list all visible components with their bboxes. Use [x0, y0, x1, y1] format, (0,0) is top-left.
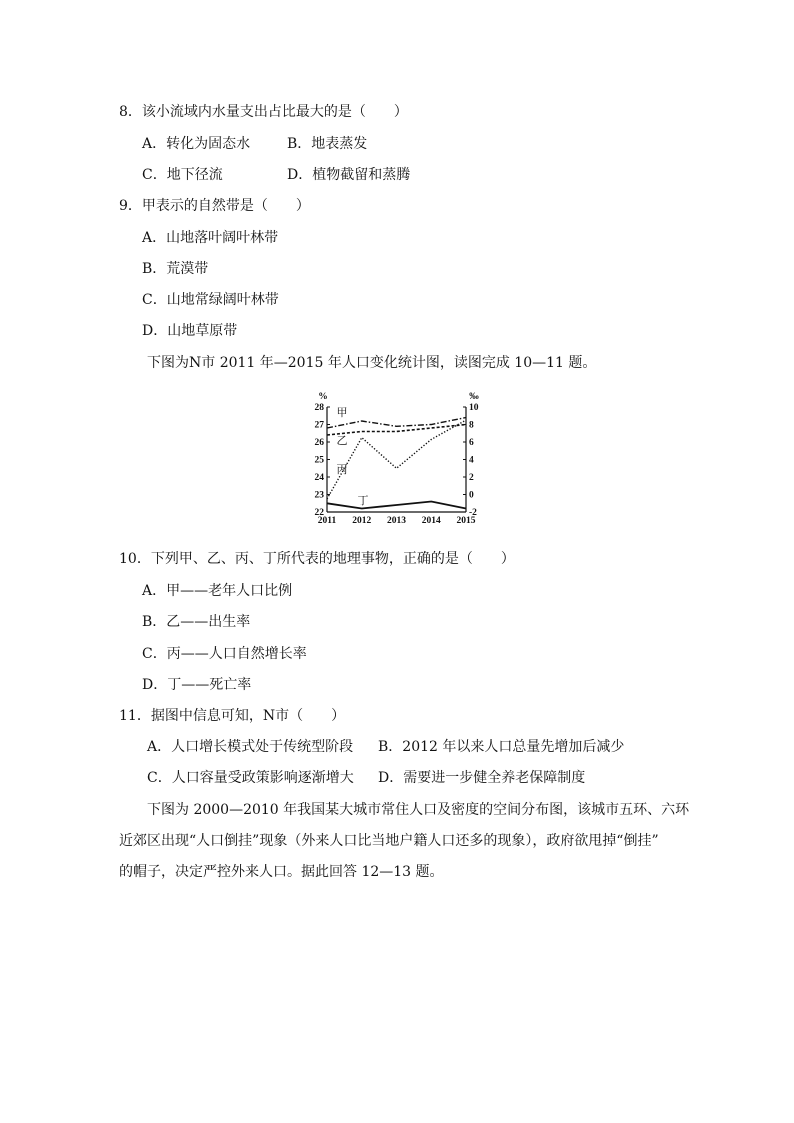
series-label-3: 丙 [336, 463, 348, 476]
right-tick-label: 8 [469, 420, 474, 431]
right-tick-label: 10 [469, 403, 479, 413]
left-tick-label: 22 [314, 508, 324, 518]
q8-option-a: A．转化为固态水 [142, 136, 251, 152]
left-tick-label: 23 [314, 490, 324, 501]
q10-option-c: C．丙——人口自然增长率 [142, 646, 307, 662]
q10-option-a: A．甲——老年人口比例 [142, 583, 293, 599]
series-line-4 [327, 502, 466, 509]
series-label-4: 丁 [357, 494, 369, 507]
q9-option-d: D．山地草原带 [142, 323, 238, 339]
series-label-2: 乙 [336, 434, 348, 447]
q8-stem: 8．该小流域内水量支出占比最大的是（ ） [119, 104, 408, 120]
right-tick-label: 2 [469, 473, 474, 483]
right-tick-label: 0 [469, 490, 474, 501]
right-tick-label: -2 [469, 508, 477, 518]
q11-option-b: B．2012 年以来人口总量先增加后减少 [378, 739, 625, 755]
series-line-1 [327, 418, 466, 429]
x-tick-label: 2015 [456, 516, 476, 526]
left-tick-label: 27 [314, 420, 324, 431]
q8-option-d: D．植物截留和蒸腾 [287, 167, 411, 183]
q11-stem: 11．据图中信息可知，N市（ ） [119, 708, 346, 724]
intro-paragraph-2-line-3: 的帽子，决定严控外来人口。据此回答 12—13 题。 [119, 864, 444, 880]
x-tick-label: 2012 [352, 516, 372, 526]
right-axis-unit: ‰ [469, 392, 479, 402]
left-tick-label: 24 [314, 473, 324, 483]
series-label-1: 甲 [336, 406, 348, 419]
right-tick-label: 6 [469, 438, 474, 448]
x-tick-label: 2014 [421, 516, 441, 526]
right-tick-label: 4 [469, 455, 474, 466]
q10-option-d: D．丁——死亡率 [142, 677, 252, 693]
left-tick-label: 26 [314, 438, 324, 448]
q11-option-d: D．需要进一步健全养老保障制度 [378, 770, 586, 786]
q8-option-b: B．地表蒸发 [287, 136, 368, 152]
series-line-3 [327, 420, 466, 499]
q10-option-b: B．乙——出生率 [142, 614, 251, 630]
q8-option-c: C．地下径流 [142, 167, 223, 183]
left-tick-label: 28 [314, 403, 324, 413]
q10-stem: 10．下列甲、乙、丙、丁所代表的地理事物，正确的是（ ） [119, 551, 515, 567]
population-chart [300, 388, 500, 536]
q9-option-b: B．荒漠带 [142, 261, 209, 277]
q9-option-c: C．山地常绿阔叶林带 [142, 292, 279, 308]
intro-paragraph-2-line-2: 近郊区出现“人口倒挂”现象（外来人口比当地户籍人口还多的现象），政府欲甩掉“倒挂” [119, 833, 659, 849]
x-tick-label: 2011 [317, 516, 337, 526]
population-chart-svg [300, 388, 500, 536]
q9-stem: 9．甲表示的自然带是（ ） [119, 198, 310, 214]
left-axis-unit: % [318, 392, 328, 402]
intro-paragraph-1: 下图为N市 2011 年—2015 年人口变化统计图，读图完成 10—11 题。 [147, 355, 597, 371]
q11-option-c: C．人口容量受政策影响逐渐增大 [147, 770, 354, 786]
intro-paragraph-2-line-1: 下图为 2000—2010 年我国某大城市常住人口及密度的空间分布图，该城市五环、六环 [147, 802, 690, 818]
left-tick-label: 25 [314, 455, 324, 466]
x-tick-label: 2013 [387, 516, 406, 526]
q11-option-a: A．人口增长模式处于传统型阶段 [147, 739, 354, 755]
q9-option-a: A．山地落叶阔叶林带 [142, 230, 279, 246]
